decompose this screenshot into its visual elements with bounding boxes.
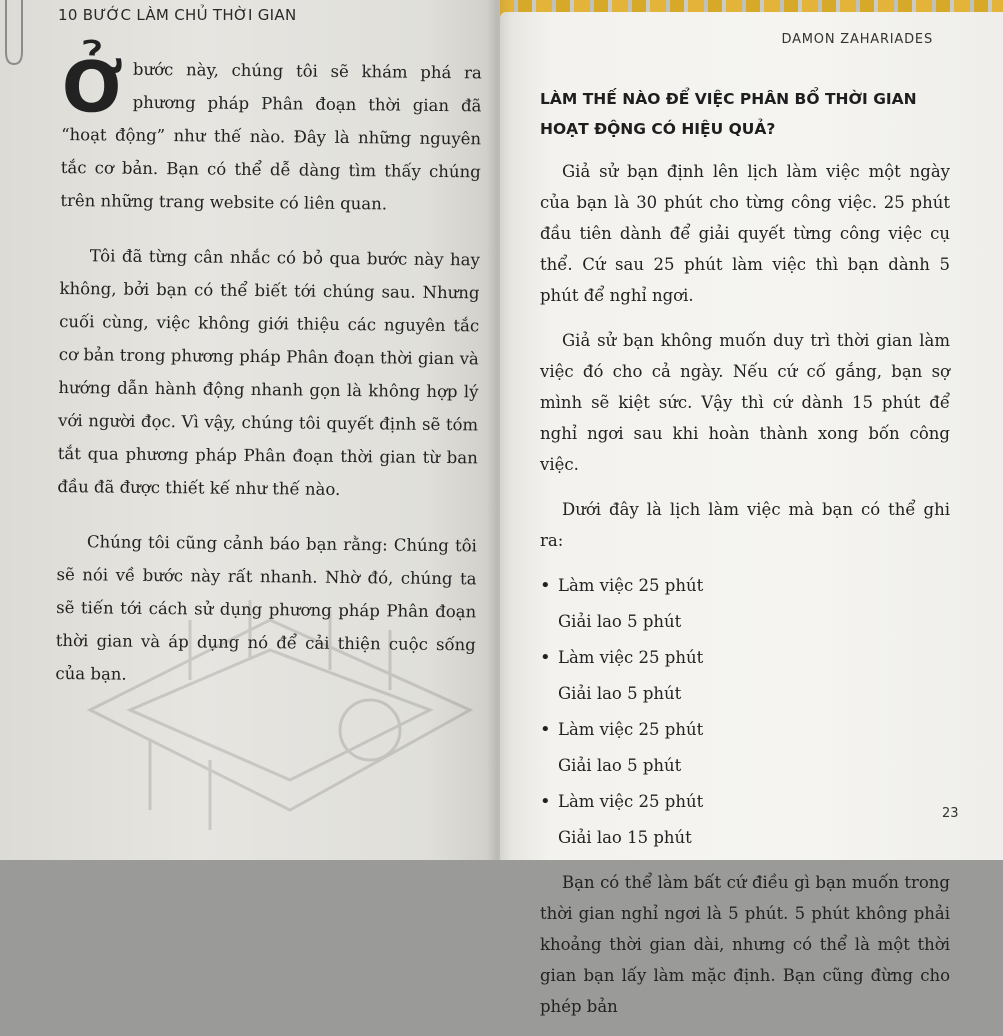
schedule-break-item: Giải lao 15 phút	[558, 828, 692, 847]
schedule-work-item: • Làm việc 25 phút	[540, 570, 950, 601]
paper-clip-icon	[0, 0, 26, 70]
paragraph-6: Dưới đây là lịch làm việc mà bạn có thể ghi ra:	[540, 500, 950, 550]
book-gutter-shadow	[486, 0, 512, 860]
schedule-work-item: • Làm việc 25 phút	[540, 642, 950, 673]
paragraph-1-text: bước này, chúng tôi sẽ khám phá ra phương pháp Phân đoạn thời gian đã “hoạt động” như thế nào. Đây là những nguyên tắc cơ bản. Bạn có thể dễ dàng tìm thấy chúng trên những trang website có liên quan.	[60, 59, 482, 214]
running-head-left: 10 BƯỚC LÀM CHỦ THỜI GIAN	[58, 6, 297, 24]
paragraph-3: Chúng tôi cũng cảnh báo bạn rằng: Chúng tôi sẽ nói về bước này rất nhanh. Nhờ đó, chúng ta sẽ tiến tới cách sử dụng phương pháp Phân đoạn thời gian và áp dụng nó để cải thiện cuộc sống của bạn.	[55, 532, 477, 684]
schedule-list	[540, 570, 950, 853]
drop-cap: Ở	[61, 46, 124, 129]
running-head-right: DAMON ZAHARIADES	[781, 32, 933, 47]
paragraph-4: Giả sử bạn định lên lịch làm việc một ngày của bạn là 30 phút cho từng công việc. 25 phút đầu tiên dành để giải quyết từng công việc cụ thể. Cứ sau 25 phút làm việc thì bạn dành 5 phút để nghỉ ngơi.	[540, 162, 950, 305]
right-page-body	[540, 84, 950, 1036]
schedule-work-item: • Làm việc 25 phút	[540, 786, 950, 817]
schedule-break-item: Giải lao 5 phút	[558, 756, 682, 775]
paragraph-5: Giả sử bạn không muốn duy trì thời gian làm việc đó cho cả ngày. Nếu cứ cố gắng, bạn sợ mình sẽ kiệt sức. Vậy thì cứ dành 15 phút để nghỉ ngơi sau khi hoàn thành xong bốn công việc.	[540, 331, 950, 474]
section-heading: LÀM THẾ NÀO ĐỂ VIỆC PHÂN BỔ THỜI GIAN HOẠT ĐỘNG CÓ HIỆU QUẢ?	[540, 90, 917, 138]
paragraph-7: Bạn có thể làm bất cứ điều gì bạn muốn trong thời gian nghỉ ngơi là 5 phút. 5 phút không phải khoảng thời gian dài, nhưng có thể là một thời gian bạn lấy làm mặc định. Bạn cũng đừng cho phép bản	[540, 873, 950, 1016]
page-number: 23	[942, 806, 959, 821]
paragraph-2: Tôi đã từng cân nhắc có bỏ qua bước này hay không, bởi bạn có thể biết tới chúng sau. Nhưng cuối cùng, việc không giới thiệu các nguyên tắc cơ bản trong phương pháp Phân đoạn thời gian và hướng dẫn hành động nhanh gọn là không hợp lý với người đọc. Vì vậy, chúng tôi quyết định sẽ tóm tắt qua phương pháp Phân đoạn thời gian từ ban đầu đã được thiết kế như thế nào.	[57, 246, 480, 499]
schedule-break-item: Giải lao 5 phút	[558, 684, 682, 703]
paragraph-1	[60, 46, 482, 221]
left-page-body	[55, 46, 482, 716]
schedule-break-item: Giải lao 5 phút	[558, 612, 682, 631]
schedule-work-item: • Làm việc 25 phút	[540, 714, 950, 745]
